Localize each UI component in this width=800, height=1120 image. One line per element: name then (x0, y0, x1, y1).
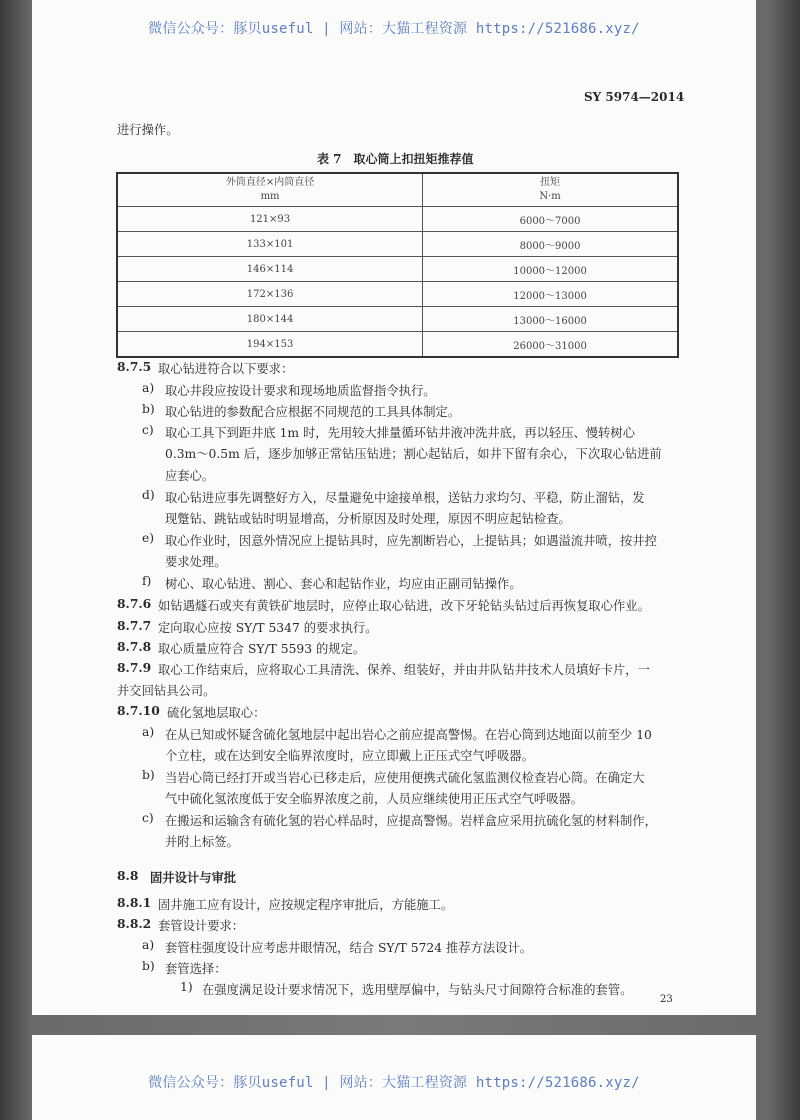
item-text: 套管柱强度设计应考虑井眼情况，结合 SY/T 5724 推荐方法设计。 (165, 941, 533, 955)
section-heading: 固井设计与审批 (150, 870, 237, 885)
item-text: 取心井段应按设计要求和现场地质监督指令执行。 (165, 384, 436, 398)
table-cell: 26000～31000 (423, 332, 678, 358)
item-continuation: 要求处理。 (165, 555, 227, 569)
clause-number: 8.7.6 (117, 596, 152, 611)
table-row (117, 282, 678, 307)
clause-text: 取心质量应符合 SY/T 5593 的规定。 (158, 642, 366, 656)
table-cell: 180×144 (117, 307, 423, 332)
item-text: 当岩心筒已经打开或当岩心已移走后，应使用便携式硫化氢监测仪检查岩心筒。在确定大 (165, 771, 645, 785)
item-marker: e) (142, 531, 155, 545)
table-cell: 133×101 (117, 232, 423, 257)
item-text: 取心钻进的参数配合应根据不同规范的工具具体制定。 (165, 405, 461, 419)
clause-text: 如钻遇燧石或夹有黄铁矿地层时，应停止取心钻进，改下牙轮钻头钻过后再恢复取心作业。 (158, 599, 650, 613)
item-continuation: 并附上标签。 (165, 835, 239, 849)
item-continuation: 气中硫化氢浓度低于安全临界浓度之前，人员应继续使用正压式空气呼吸器。 (165, 792, 584, 806)
subitem-marker: 1) (180, 980, 193, 994)
clause-text: 硫化氢地层取心： (167, 706, 266, 720)
subitem-text: 在强度满足设计要求情况下，选用壁厚偏中，与钻头尺寸间隙符合标准的套管。 (202, 983, 633, 997)
next-page (32, 1035, 756, 1120)
item-continuation: 应套心。 (165, 469, 215, 483)
standard-code: SY 5974—2014 (584, 90, 685, 104)
item-continuation: 0.3m～0.5m 后，逐步加够正常钻压钻进；割心起钻后，如井下留有余心，下次取心钻进前 (165, 447, 662, 461)
clause-text: 定向取心应按 SY/T 5347 的要求执行。 (158, 621, 378, 635)
table-row (117, 307, 678, 332)
clause-number: 8.7.10 (117, 703, 160, 718)
item-marker: c) (142, 811, 154, 825)
item-text: 在从已知或怀疑含硫化氢地层中起出岩心之前应提高警惕。在岩心筒到达地面以前至少 10 (165, 728, 652, 742)
item-marker: a) (142, 938, 155, 952)
clause-number: 8.7.8 (117, 639, 152, 654)
item-marker: b) (142, 768, 155, 782)
item-continuation: 现蹩钻、跳钻或钻时明显增高，分析原因及时处理，原因不明应起钻检查。 (165, 512, 571, 526)
section-heading-number: 8.8 (117, 868, 139, 883)
table-cell: 13000～16000 (423, 307, 678, 332)
table-cell: 172×136 (117, 282, 423, 307)
document-page (32, 0, 756, 1015)
column-header: 扭矩 N·m (423, 173, 678, 207)
table-cell: 146×114 (117, 257, 423, 282)
clause-number: 8.8.1 (117, 895, 152, 910)
item-text: 在搬运和运输含有硫化氢的岩心样品时，应提高警惕。岩样盒应采用抗硫化氢的材料制作， (165, 814, 657, 828)
table-cell: 194×153 (117, 332, 423, 358)
item-text: 取心钻进应事先调整好方入，尽量避免中途接单根，送钻力求均匀、平稳，防止溜钻，发 (165, 491, 645, 505)
table-cell: 12000～13000 (423, 282, 678, 307)
table-cell: 6000～7000 (423, 207, 678, 232)
column-header: 外筒直径×内筒直径 mm (117, 173, 423, 207)
item-marker: a) (142, 725, 155, 739)
table-cell: 8000～9000 (423, 232, 678, 257)
item-continuation: 个立柱，或在达到安全临界浓度时，应立即戴上正压式空气呼吸器。 (165, 749, 534, 763)
table-row (117, 332, 678, 358)
clause-number: 8.7.7 (117, 618, 152, 633)
clause-number: 8.7.9 (117, 660, 152, 675)
clause-text: 套管设计要求： (158, 919, 245, 933)
item-marker: b) (142, 402, 155, 416)
intro-text: 进行操作。 (117, 123, 179, 137)
table-cell: 10000～12000 (423, 257, 678, 282)
item-text: 套管选择： (165, 962, 227, 976)
watermark: 微信公众号：豚贝useful | 网站：大猫工程资源 https://521686.xyz/ (148, 1075, 640, 1091)
clause-text: 取心工作结束后，应将取心工具清洗、保养、组装好，并由井队钻井技术人员填好卡片，一 (158, 663, 650, 677)
clause-text: 取心钻进符合以下要求： (158, 362, 294, 376)
page-number: 23 (660, 994, 673, 1005)
item-text: 树心、取心钻进、割心、套心和起钻作业，均应由正副司钻操作。 (165, 577, 522, 591)
torque-table (116, 172, 679, 358)
table-row (117, 207, 678, 232)
item-text: 取心工具下到距井底 1m 时，先用较大排量循环钻井液冲洗井底，再以轻压、慢转树心 (165, 426, 635, 440)
table-cell: 121×93 (117, 207, 423, 232)
table-row (117, 257, 678, 282)
item-marker: d) (142, 488, 155, 502)
clause-continuation: 并交回钻具公司。 (117, 684, 216, 698)
item-marker: a) (142, 381, 155, 395)
item-marker: f) (142, 574, 152, 588)
item-marker: c) (142, 423, 154, 437)
watermark: 微信公众号：豚贝useful | 网站：大猫工程资源 https://521686.xyz/ (148, 21, 640, 37)
table-row (117, 232, 678, 257)
clause-text: 固井施工应有设计，应按规定程序审批后，方能施工。 (158, 898, 454, 912)
table-caption: 表 7 取心筒上扣扭矩推荐值 (317, 152, 474, 166)
clause-number: 8.7.5 (117, 359, 152, 374)
item-marker: b) (142, 959, 155, 973)
item-text: 取心作业时，因意外情况应上提钻具时，应先割断岩心，上提钻具；如遇溢流井喷，按井控 (165, 534, 657, 548)
clause-number: 8.8.2 (117, 916, 152, 931)
